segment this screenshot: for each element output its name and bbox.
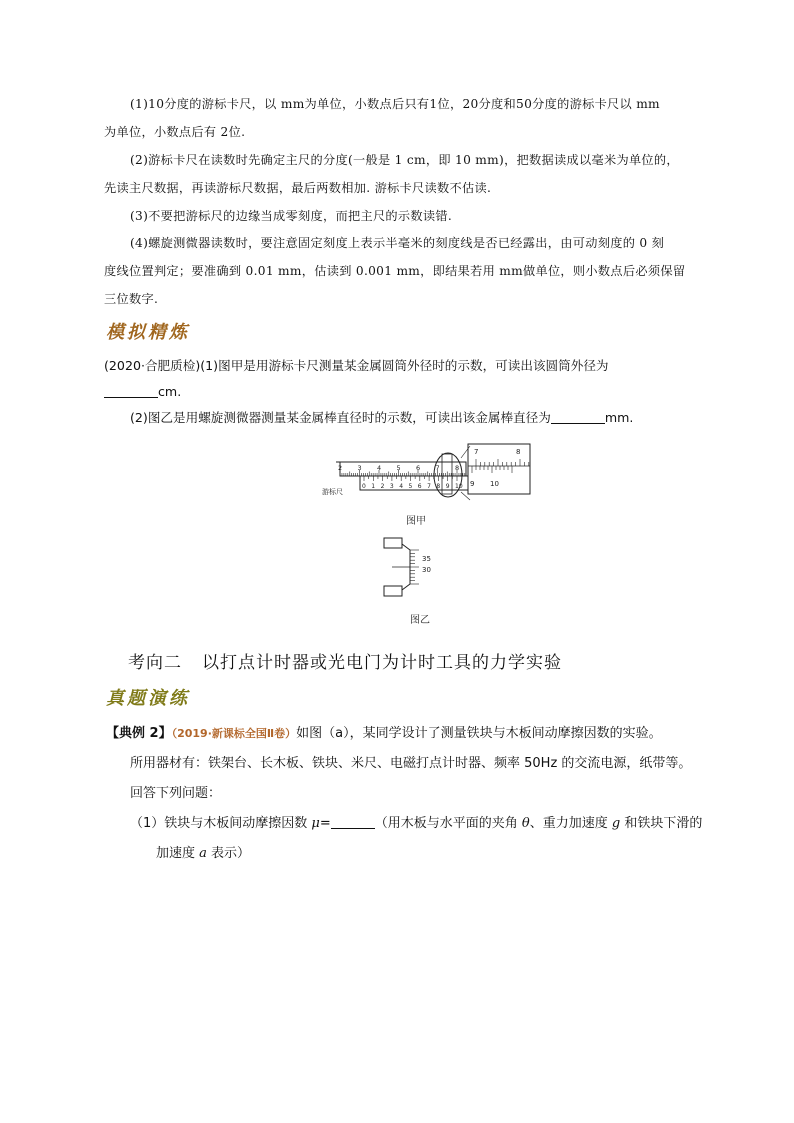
answer-blank-1[interactable]	[104, 383, 158, 398]
example-materials: 所用器材有：铁架台、长木板、铁块、米尺、电磁打点计时器、频率 50Hz 的交流电源，纸带等。	[130, 756, 692, 771]
main-scale-number: 4	[377, 464, 382, 472]
vernier-number: 10	[455, 483, 463, 490]
q1-line2-post: 表示）	[206, 846, 251, 861]
example-source: （2019·新课标全国Ⅱ卷）	[171, 727, 297, 740]
note-2	[104, 146, 700, 202]
example-line-3	[106, 779, 746, 809]
micrometer-anvil-top	[384, 538, 402, 548]
example-tag: 【典例 2】	[106, 726, 172, 741]
caliper-vernier-label: 游标尺	[322, 488, 343, 496]
note-4-line-2: 度线位置判定；要准确到 0.01 mm，估读到 0.001 mm，即结果若用 mm做单位，则小数点后必须保留	[104, 264, 686, 278]
example-prompt: 回答下列问题：	[130, 786, 222, 801]
practice-unit-cm: cm.	[158, 384, 182, 399]
vernier-number: 0	[362, 483, 366, 490]
main-scale-number: 3	[357, 464, 362, 472]
theta-symbol: θ	[521, 816, 530, 831]
q1-text-post-2: 、重力加速度	[529, 816, 612, 831]
note-1-line-1: (1)10分度的游标卡尺，以 mm为单位，小数点后只有1位，20分度和50分度的游标卡尺以 mm	[130, 97, 660, 111]
q1-equals: =	[319, 816, 331, 831]
vernier-number: 8	[436, 483, 441, 490]
g-symbol: g	[611, 816, 621, 831]
note-1	[104, 90, 700, 146]
vernier-number: 1	[371, 483, 376, 490]
zoom-top-7: 7	[474, 448, 479, 456]
section-heading	[128, 648, 562, 673]
vernier-number: 7	[427, 483, 431, 490]
q1-text-post-3: 和铁块下滑的	[620, 816, 703, 831]
q1-line2-pre: 加速度	[156, 846, 200, 861]
caliper-figure	[318, 440, 534, 508]
example-line-2	[106, 749, 746, 779]
main-scale-number: 6	[416, 464, 421, 472]
note-3	[104, 202, 700, 230]
vernier-number: 2	[380, 483, 385, 490]
q1-text-post: （用木板与水平面的夹角	[374, 816, 522, 831]
micrometer-anvil-bottom	[384, 586, 402, 596]
micrometer-mark-30: 30	[422, 566, 431, 574]
example-q1-line-2	[106, 839, 746, 869]
vernier-number: 5	[408, 483, 413, 490]
zoom-bottom-10: 10	[490, 480, 499, 488]
vernier-number: 3	[389, 483, 394, 490]
example-intro: 如图（a），某同学设计了测量铁块与木板间动摩擦因数的实验。	[296, 726, 662, 741]
main-scale-number: 5	[396, 464, 401, 472]
note-3-line-1: (3)不要把游标尺的边缘当成零刻度，而把主尺的示数读错.	[130, 209, 453, 223]
main-scale-number: 7	[435, 464, 440, 472]
vernier-number: 9	[445, 483, 450, 490]
note-4	[104, 229, 700, 313]
example-q1-line-1	[106, 809, 746, 839]
zoom-bottom-9: 9	[470, 480, 475, 488]
section-tag-real-exam: 真题演练	[106, 688, 190, 709]
note-4-line-3: 三位数字.	[104, 292, 159, 306]
a-symbol: a	[199, 846, 207, 861]
zoom-top-8: 8	[516, 448, 521, 456]
heading-title: 以打点计时器或光电门为计时工具的力学实验	[202, 653, 562, 673]
note-2-line-1: (2)游标卡尺在读数时先确定主尺的分度(一般是 1 cm，即 10 mm)，把数据读成以毫米为单位的，	[130, 153, 679, 167]
answer-blank-mu[interactable]	[331, 814, 375, 829]
note-1-line-2: 为单位，小数点后有 2位.	[104, 125, 246, 139]
micrometer-figure	[380, 536, 440, 600]
micrometer-mark-35: 35	[422, 555, 431, 563]
note-2-line-2: 先读主尺数据，再读游标尺数据，最后两数相加. 游标卡尺读数不估读.	[104, 181, 492, 195]
q1-text-pre: （1）铁块与木板间动摩擦因数	[130, 816, 312, 831]
note-4-line-1: (4)螺旋测微器读数时，要注意固定刻度上表示半毫米的刻度线是否已经露出，由可动刻度的 0 刻	[130, 236, 665, 250]
vernier-number: 6	[417, 483, 422, 490]
main-scale-number: 8	[455, 464, 460, 472]
practice-line-3: (2)图乙是用螺旋测微器测量某金属棒直径时的示数，可读出该金属棒直径为	[130, 410, 551, 425]
practice-unit-mm: mm.	[604, 410, 634, 425]
caption-figure-a: 图甲	[406, 516, 426, 527]
practice-question	[104, 353, 704, 431]
vernier-number: 4	[399, 483, 404, 490]
caption-figure-b: 图乙	[410, 615, 430, 626]
heading-label: 考向二	[128, 653, 182, 673]
example-line-1	[106, 719, 746, 749]
answer-blank-2[interactable]	[551, 409, 605, 424]
main-scale-number: 2	[338, 464, 343, 472]
section-tag-practice: 模拟精炼	[106, 322, 190, 343]
mu-symbol: μ	[311, 816, 320, 831]
practice-line-1: (2020·合肥质检)(1)图甲是用游标卡尺测量某金属圆筒外径时的示数，可读出该圆筒外径为	[104, 358, 609, 373]
